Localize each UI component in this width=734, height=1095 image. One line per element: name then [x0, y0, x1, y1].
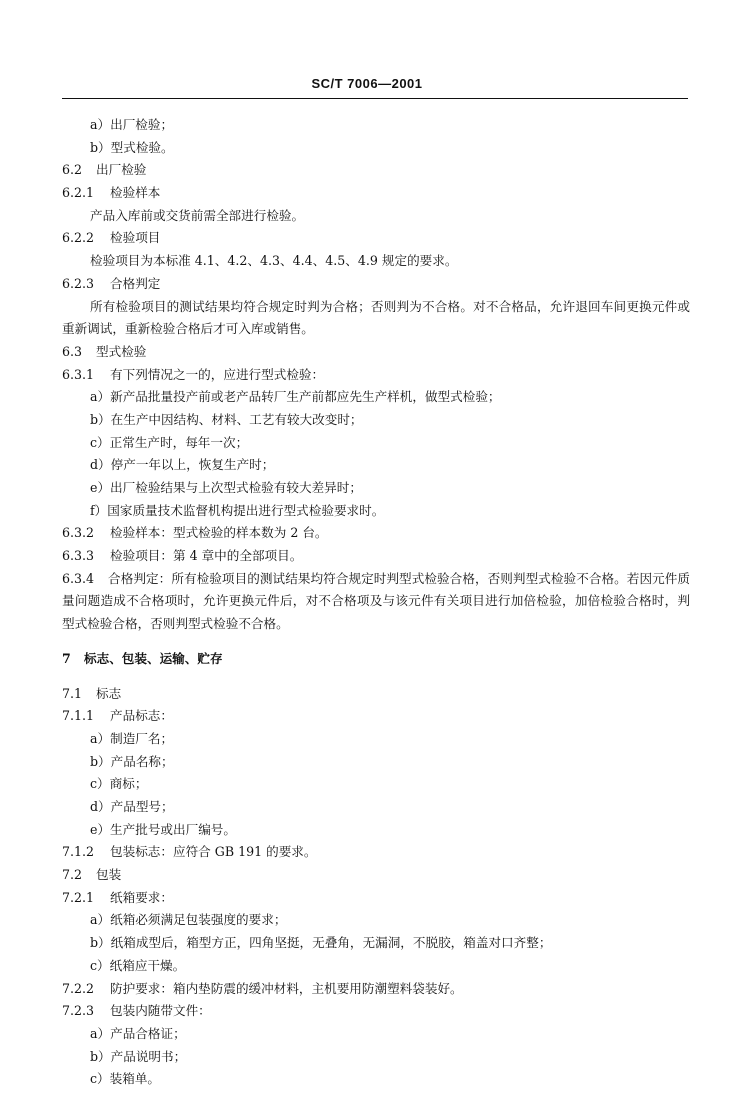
section-title: 包装	[96, 867, 122, 883]
section-6-2-1-heading	[62, 182, 690, 205]
section-title: 出厂检验	[96, 162, 147, 178]
section-number: 6.2.1	[62, 185, 95, 201]
header-rule	[62, 98, 688, 99]
section-7-2-1-heading	[62, 887, 690, 910]
section-number: 6.2.3	[62, 275, 95, 291]
section-6-3-1-heading	[62, 364, 690, 387]
list-item: c）纸箱应干燥。	[90, 957, 186, 973]
section-title: 检验样本	[110, 185, 161, 201]
section-number: 6.3.1	[62, 366, 95, 382]
list-item: f）国家质量技术监督机构提出进行型式检验要求时。	[90, 502, 385, 518]
section-6-3-3	[62, 545, 690, 568]
list-item: d）产品型号；	[90, 799, 174, 815]
list-item: b）产品名称；	[90, 753, 174, 769]
section-text: 包装标志：应符合 GB 191 的要求。	[110, 844, 317, 860]
section-number: 7.2.1	[62, 889, 95, 905]
section-6-2-2-heading	[62, 227, 690, 250]
section-text: 包装内随带文件：	[110, 1003, 211, 1019]
section-title: 型式检验	[96, 343, 147, 359]
list-item: c）商标；	[90, 776, 148, 792]
list-item: a）新产品批量投产前或老产品转厂生产前都应先生产样机，做型式检验；	[90, 389, 501, 405]
section-title: 标志	[96, 685, 122, 701]
section-number: 6.3.3	[62, 548, 95, 564]
section-number: 6.3	[62, 343, 83, 359]
spacer	[62, 671, 690, 683]
list-item: b）型式检验。	[90, 139, 174, 155]
list-item: a）产品合格证；	[90, 1025, 186, 1041]
section-7-1-2	[62, 841, 690, 864]
section-7-2-heading	[62, 864, 690, 887]
section-7-1-heading	[62, 683, 690, 706]
section-6-3-4	[62, 568, 690, 636]
section-title: 检验项目	[110, 230, 161, 246]
section-number: 6.3.4	[62, 570, 95, 586]
paragraph: 所有检验项目的测试结果均符合规定时判为合格；否则判为不合格。对不合格品，允许退回车间更换元件或重新调试，重新检验合格后才可入库或销售。	[62, 298, 690, 337]
list-item: e）出厂检验结果与上次型式检验有较大差异时；	[90, 480, 362, 496]
section-7-2-2	[62, 978, 690, 1001]
section-6-3-heading	[62, 341, 690, 364]
paragraph: 检验项目为本标准 4.1、4.2、4.3、4.4、4.5、4.9 规定的要求。	[90, 253, 458, 269]
list-item: d）停产一年以上，恢复生产时；	[90, 457, 275, 473]
section-number: 7.2.3	[62, 1003, 95, 1019]
section-text: 检验项目：第 4 章中的全部项目。	[110, 548, 303, 564]
list-item: c）正常生产时，每年一次；	[90, 434, 249, 450]
section-number: 7.2	[62, 867, 83, 883]
document-body	[62, 114, 690, 1091]
section-text: 纸箱要求：	[110, 889, 173, 905]
list-item: b）在生产中因结构、材料、工艺有较大改变时；	[90, 411, 363, 427]
section-text: 产品标志：	[110, 708, 173, 724]
page-header: SC/T 7006—2001	[311, 76, 423, 91]
section-number: 7.1.1	[62, 708, 95, 724]
chapter-title: 标志、包装、运输、贮存	[84, 650, 223, 666]
section-text: 合格判定：所有检验项目的测试结果均符合规定时判型式检验合格，否则判型式检验不合格。若因元件质量问题造成不合格项时，允许更换元件后，对不合格项及与该元件有关项目进行加倍检验，加倍检验合格时，判型式检验合格，否则判型式检验不合格。	[62, 570, 690, 632]
section-number: 6.2.2	[62, 230, 95, 246]
section-7-2-3-heading	[62, 1000, 690, 1023]
section-6-2-heading	[62, 159, 690, 182]
list-item: b）纸箱成型后，箱型方正，四角坚挺，无叠角，无漏洞，不脱胶，箱盖对口齐整；	[90, 935, 552, 951]
section-text: 有下列情况之一的，应进行型式检验：	[110, 366, 325, 382]
section-number: 6.2	[62, 162, 83, 178]
section-title: 合格判定	[110, 275, 161, 291]
list-item: c）装箱单。	[90, 1071, 161, 1087]
chapter-7-heading	[62, 648, 690, 671]
paragraph: 产品入库前或交货前需全部进行检验。	[90, 207, 305, 223]
section-text: 防护要求：箱内垫防震的缓冲材料，主机要用防潮塑料袋装好。	[110, 980, 463, 996]
section-number: 7.2.2	[62, 980, 95, 996]
list-item: a）出厂检验；	[90, 117, 174, 132]
section-number: 7.1.2	[62, 844, 95, 860]
section-7-1-1-heading	[62, 705, 690, 728]
chapter-number: 7	[62, 650, 71, 666]
list-item: a）纸箱必须满足包装强度的要求；	[90, 912, 287, 928]
list-item: e）生产批号或出厂编号。	[90, 821, 236, 837]
section-number: 6.3.2	[62, 525, 95, 541]
list-item: a）制造厂名；	[90, 730, 174, 746]
section-6-3-2	[62, 522, 690, 545]
section-number: 7.1	[62, 685, 83, 701]
list-item: b）产品说明书；	[90, 1048, 187, 1064]
section-text: 检验样本：型式检验的样本数为 2 台。	[110, 525, 328, 541]
spacer	[62, 636, 690, 648]
section-6-2-3-heading	[62, 273, 690, 296]
